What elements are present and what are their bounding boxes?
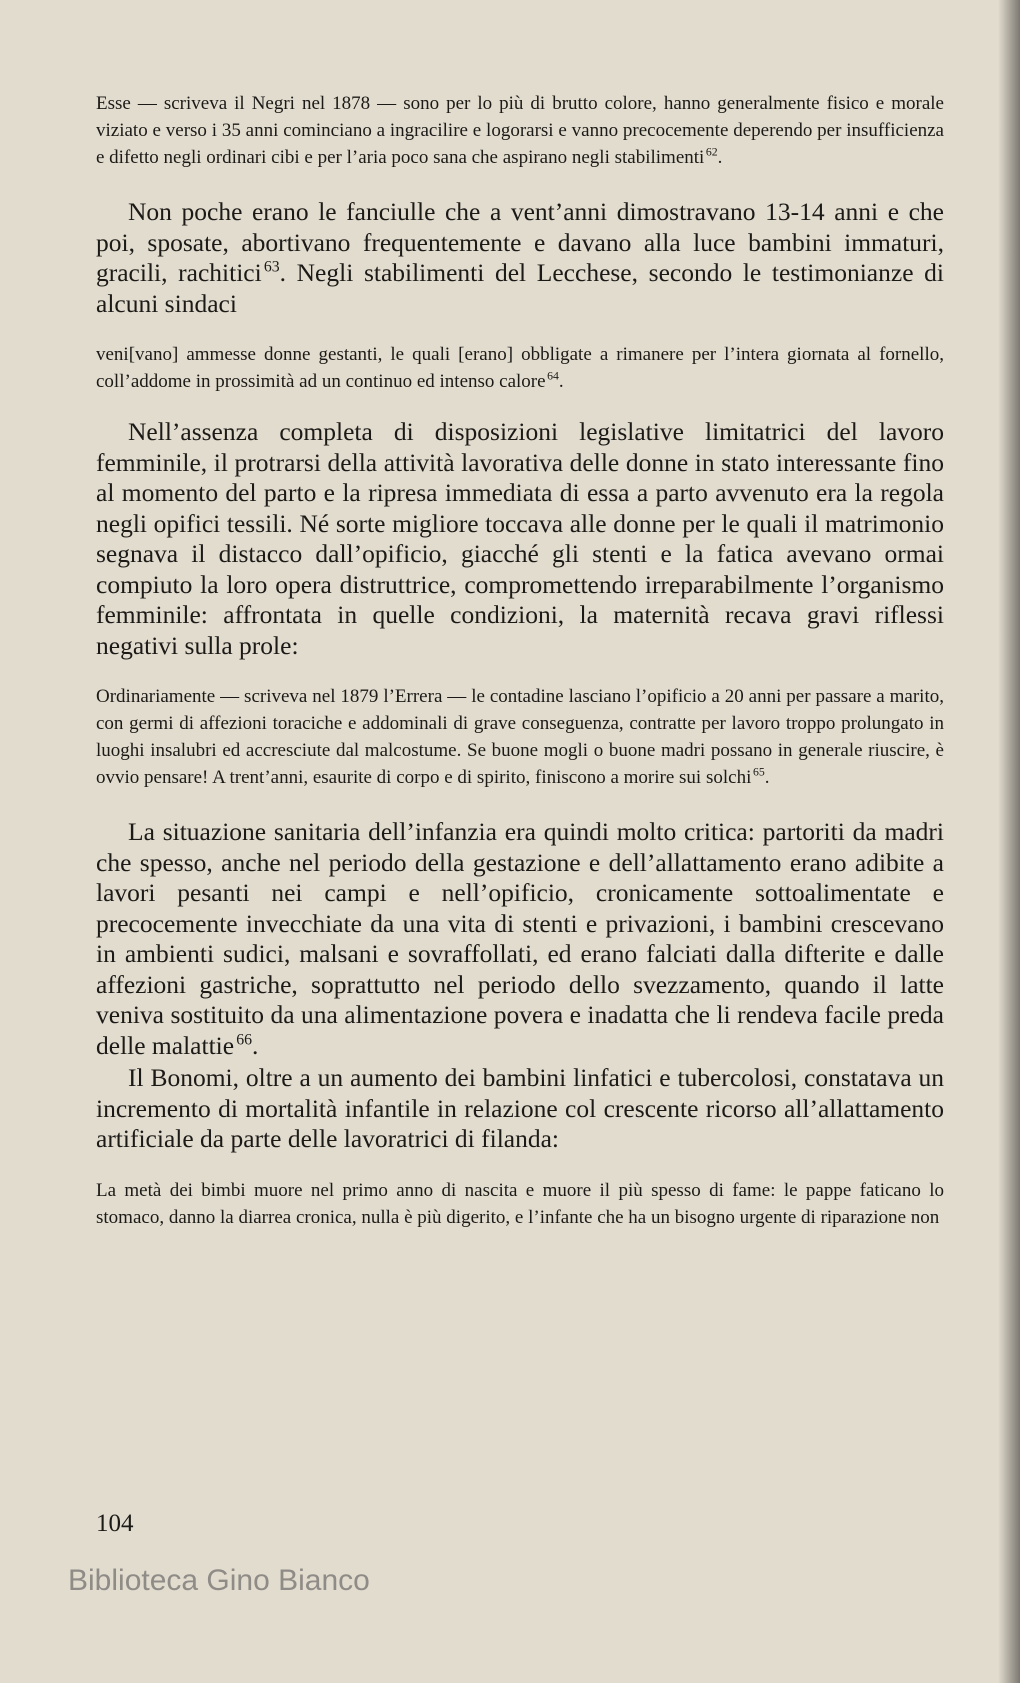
footnote-ref-62: 62: [705, 145, 718, 159]
paragraph-text: Nell’assenza completa di disposizioni legislative limitatrici del lavoro femminile, il protrarsi della attività lavorativa delle donne in stato interessante fino al momento del parto e la ripresa immediata di essa a parto avvenuto era la regola negli opifici tessili. Né sorte migliore toccava alle donne per le quali il matrimonio segnava il distacco dall’opificio, giacché gli stenti e la fatica avevano ormai compiuto la loro opera distruttrice, compromettendo irreparabilmente l’organismo femminile: affrontata in quelle condizioni, la maternità recava gravi riflessi negativi sulla prole:: [96, 417, 944, 660]
quotation-negri: [96, 90, 944, 171]
quotation-text: veni[vano] ammesse donne gestanti, le quali [erano] obbligate a rimanere per l’intera giornata al fornello, coll’addome in prossimità ad un continuo ed intenso calore: [96, 344, 944, 392]
punctuation: .: [558, 371, 564, 392]
footnote-ref-63: 63: [263, 258, 280, 276]
quotation-text: Esse — scriveva il Negri nel 1878 — sono per lo più di brutto colore, hanno generalmente fisico e morale viziato e verso i 35 anni cominciano a ingracilire e logorarsi e vanno precocemente deperendo per insufficienza e difetto negli ordinari cibi e per l’aria poco sana che aspirano negli stabilimenti: [96, 93, 944, 168]
paragraph-text: La situazione sanitaria dell’infanzia era quindi molto critica: partoriti da madri che spesso, anche nel periodo della gestazione e dell’allattamento erano adibite a lavori pesanti nei campi e nell’opificio, cronicamente sottoalimentate e precocemente invecchiate da una vita di stenti e privazioni, i bambini crescevano in ambienti sudici, malsani e sovraffollati, ed erano falciati dalla difterite e dalle affezioni gastriche, soprattutto nel periodo dello svezzamento, quando il latte veniva sostituito da una alimentazione povera e inadatta che li rendeva facile preda delle malattie: [96, 817, 944, 1060]
paragraph-bonomi: [96, 1063, 944, 1155]
paragraph-text: Il Bonomi, oltre a un aumento dei bambini linfatici e tubercolosi, constatava un incremento di mortalità infantile in relazione col crescente ricorso all’allattamento artificiale da parte delle lavoratrici di filanda:: [96, 1063, 944, 1153]
punctuation: .: [764, 767, 770, 788]
page-number: 104: [96, 1510, 134, 1537]
footnote-ref-64: 64: [547, 369, 559, 383]
paragraph-text-continued: . Negli stabilimenti del Lecchese, secondo le testimonianze di alcuni sindaci: [96, 258, 944, 318]
paragraph-fanciulle: [96, 197, 944, 319]
paragraph-infanzia: [96, 817, 944, 1061]
page-edge-shadow: [998, 0, 1020, 1683]
footnote-ref-65: 65: [752, 765, 765, 779]
paragraph-text: Non poche erano le fanciulle che a vent’anni dimostravano 13-14 anni e che poi, sposate, abortivano frequentemente e davano alla luce bambini immaturi, gracili, rachitici: [96, 197, 944, 287]
footnote-ref-66: 66: [236, 1031, 252, 1048]
page-text-block: [96, 90, 944, 1231]
quotation-bimbi: [96, 1177, 944, 1231]
punctuation: .: [252, 1030, 259, 1060]
punctuation: .: [717, 147, 723, 168]
library-watermark: Biblioteca Gino Bianco: [68, 1564, 370, 1597]
quotation-sindaci: [96, 341, 944, 395]
quotation-text: La metà dei bimbi muore nel primo anno di nascita e muore il più spesso di fame: le pappe faticano lo stomaco, danno la diarrea cronica, nulla è più digerito, e l’infante che ha un bisogno urgente di riparazione non: [96, 1179, 944, 1228]
quotation-errera: [96, 683, 944, 791]
quotation-text: Ordinariamente — scriveva nel 1879 l’Errera — le contadine lasciano l’opificio a 20 anni per passare a marito, con germi di affezioni toraciche e addominali di grave conseguenza, contratte per lavoro troppo prolungato in luoghi insalubri ed accresciute dal malcostume. Se buone mogli o buone madri possano in generale riuscire, è ovvio pensare! A trent’anni, esaurite di corpo e di spirito, finiscono a morire sui solchi: [96, 686, 944, 788]
paragraph-legislazione: [96, 417, 944, 661]
